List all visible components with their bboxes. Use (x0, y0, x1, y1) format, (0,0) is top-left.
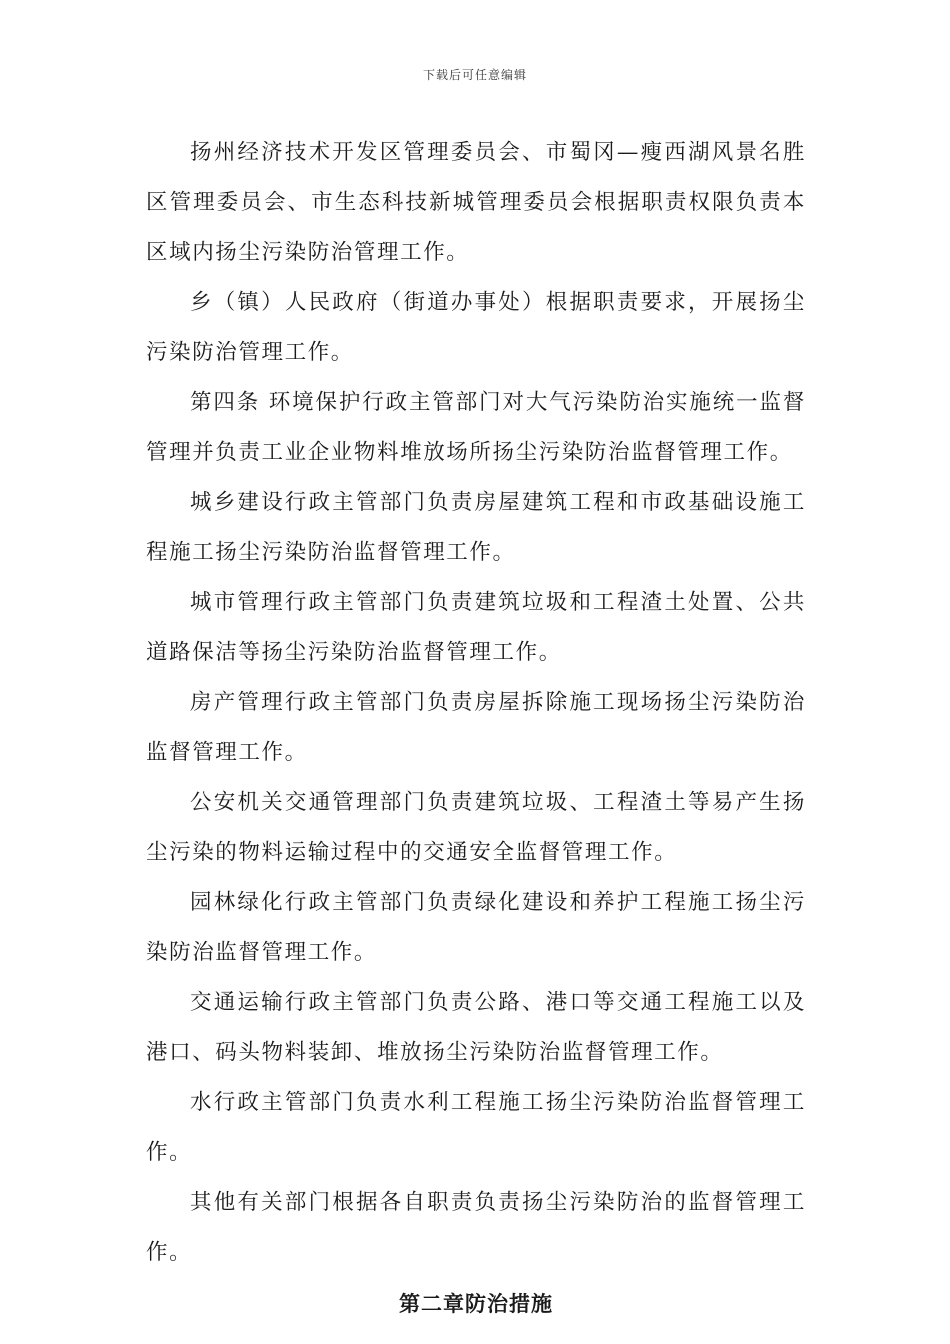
paragraph: 园林绿化行政主管部门负责绿化建设和养护工程施工扬尘污染防治监督管理工作。 (146, 890, 806, 965)
paragraph: 水行政主管部门负责水利工程施工扬尘污染防治监督管理工作。 (146, 1090, 806, 1165)
paragraph: 其他有关部门根据各自职责负责扬尘污染防治的监督管理工作。 (146, 1190, 806, 1265)
paragraph: 城乡建设行政主管部门负责房屋建筑工程和市政基础设施工程施工扬尘污染防治监督管理工作。 (146, 490, 806, 565)
paragraph: 扬州经济技术开发区管理委员会、市蜀冈—瘦西湖风景名胜区管理委员会、市生态科技新城管理委员会根据职责权限负责本区域内扬尘污染防治管理工作。 (146, 140, 806, 265)
paragraph: 公安机关交通管理部门负责建筑垃圾、工程渣土等易产生扬尘污染的物料运输过程中的交通安全监督管理工作。 (146, 790, 806, 865)
paragraph: 城市管理行政主管部门负责建筑垃圾和工程渣土处置、公共道路保洁等扬尘污染防治监督管理工作。 (146, 590, 806, 665)
page-header: 下载后可任意编辑 (422, 68, 527, 82)
paragraph: 房产管理行政主管部门负责房屋拆除施工现场扬尘污染防治监督管理工作。 (146, 690, 806, 765)
paragraph: 交通运输行政主管部门负责公路、港口等交通工程施工以及港口、码头物料装卸、堆放扬尘污染防治监督管理工作。 (146, 990, 806, 1065)
document-body (146, 128, 806, 1330)
chapter-heading: 第二章防治措施 (399, 1292, 553, 1316)
article-paragraph: 第四条 环境保护行政主管部门对大气污染防治实施统一监督管理并负责工业企业物料堆放场所扬尘污染防治监督管理工作。 (146, 390, 806, 465)
paragraph: 乡（镇）人民政府（街道办事处）根据职责要求，开展扬尘污染防治管理工作。 (146, 290, 806, 365)
